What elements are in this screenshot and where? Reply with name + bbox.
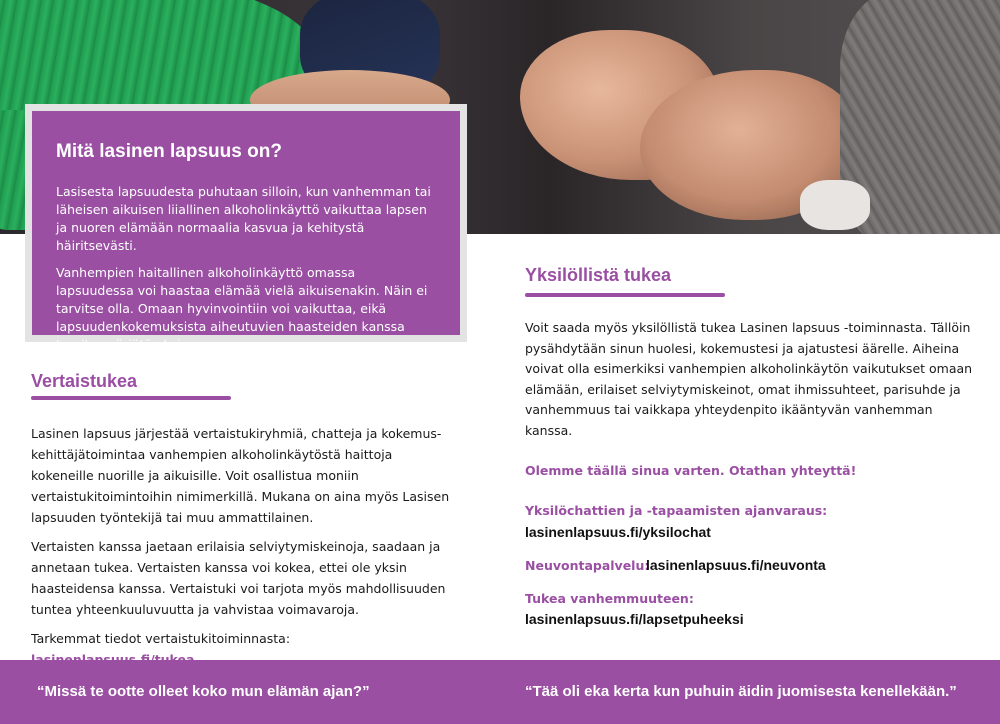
yksilollista-underline xyxy=(525,293,725,297)
vertaistukea-paragraph-1: Lasinen lapsuus järjestää vertaistukiryhmiä, chatteja ja kokemus-kehittäjätoimintaa vanhempien alkoholinkäytöstä haittoja kokeneille nuorille ja aikuisille. Voit osallistua moniin vertaistukitoimintoihin nimimerkillä. Mukana on aina myös Lasisen lapsuuden työntekijä tai muu ammattilainen. xyxy=(31,426,450,525)
yksilollista-heading: Yksilöllistä tukea xyxy=(525,265,672,285)
vertaistukea-paragraph-2: Vertaisten kanssa jaetaan erilaisia selviytymiskeinoja, saadaan ja annetaan tukea. Vertaisten kanssa voi kokea, ettei ole yksin haasteidensa kanssa. Vertaistuki voi tarjota myös mahdollisuuden tuntea yhteenkuuluvuutta ja vahvistaa voimavaroja. xyxy=(31,539,446,617)
contact-cta: Olemme täällä sinua varten. Otathan yhteyttä! xyxy=(525,463,857,478)
lapsetpuheeksi-link[interactable]: lasinenlapsuus.fi/lapsetpuheeksi xyxy=(525,611,744,627)
more-info-label: Tarkemmat tiedot vertaistukitoiminnasta: xyxy=(31,631,291,646)
neuvonta-label: Neuvontapalvelu: xyxy=(525,558,650,573)
vanhemmuus-label: Tukea vanhemmuuteen: xyxy=(525,591,694,606)
yksilochat-label: Yksilöchattien ja -tapaamisten ajanvaraus: xyxy=(525,503,828,518)
yksilollista-body: Voit saada myös yksilöllistä tukea Lasinen lapsuus -toiminnasta. Tällöin pysähdytään sinun huolesi, kokemustesi ja ajatustesi äärelle. Aiheina voivat olla esimerkiksi vanhempien alkoholinkäytön vaikutukset omaan elämään, erilaiset selviytymiskeinot, omat ihmissuhteet, parisuhde ja vanhemmuus tai vaikkapa yhteydenpito ikääntyvän vanhemman kanssa. xyxy=(525,320,973,438)
info-box-title: Mitä lasinen lapsuus on? xyxy=(56,141,282,162)
yksilochat-link[interactable]: lasinenlapsuus.fi/yksilochat xyxy=(525,524,711,540)
info-box-paragraph-1: Lasisesta lapsuudesta puhutaan silloin, kun vanhemman tai läheisen aikuisen liiallinen alkoholinkäyttö vaikuttaa lapsen ja nuoren elämään normaalia kasvua ja kehitystä häiritsevästi. xyxy=(56,184,431,253)
vertaistukea-heading: Vertaistukea xyxy=(31,371,138,391)
neuvonta-link[interactable]: lasinenlapsuus.fi/neuvonta xyxy=(646,557,826,573)
info-box xyxy=(32,111,460,352)
info-box-frame xyxy=(25,104,467,352)
quote-left: “Missä te ootte olleet koko mun elämän ajan?” xyxy=(37,683,370,700)
vertaistukea-body xyxy=(31,423,451,678)
shirt-cuff xyxy=(800,180,870,230)
vertaistukea-underline xyxy=(31,396,231,400)
info-box-paragraph-2: Vanhempien haitallinen alkoholinkäyttö omassa lapsuudessa voi haastaa elämää vielä aikuisenakin. Näin ei tarvitse olla. Omaan hyvinvointiin voi vaikuttaa, eikä lapsuudenkokemuksista aiheutuvien haasteiden kanssa tarvitse pärjätä yksin. xyxy=(56,265,428,352)
quote-right: “Tää oli eka kerta kun puhuin äidin juomisesta kenellekään.” xyxy=(525,683,957,700)
